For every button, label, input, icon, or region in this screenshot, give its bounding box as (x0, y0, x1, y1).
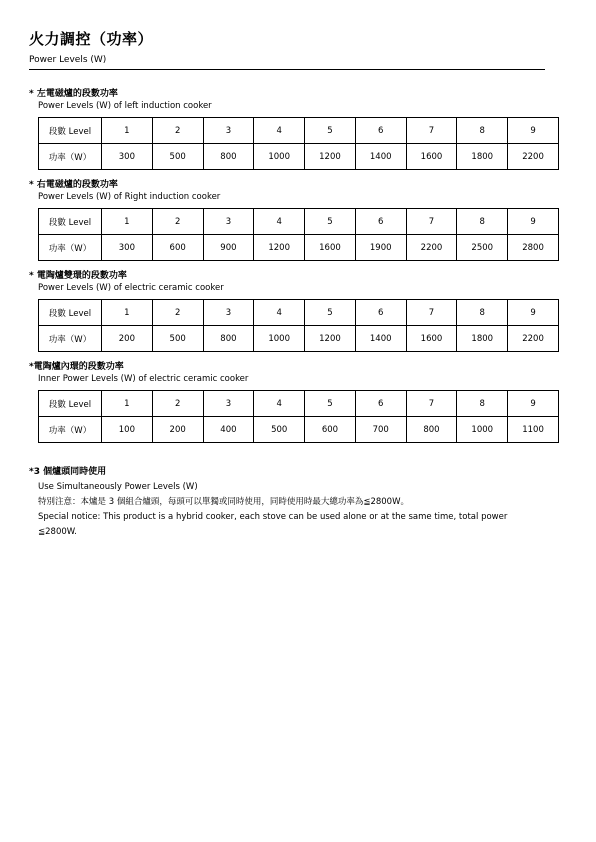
power-cell: 1400 (355, 326, 406, 352)
power-cell: 1000 (254, 326, 305, 352)
power-cell: 1000 (254, 144, 305, 170)
note-chinese-text: 特別注意：本爐是 3 個組合爐頭，每頭可以單獨或同時使用，同時使用時最大總功率為≦2800W。 (38, 497, 409, 507)
level-cell: 9 (508, 209, 559, 235)
power-cell: 700 (355, 417, 406, 443)
level-cell: 7 (406, 300, 457, 326)
level-cell: 4 (254, 300, 305, 326)
power-cell: 500 (254, 417, 305, 443)
level-row (39, 209, 559, 235)
level-row (39, 391, 559, 417)
power-cell: 900 (203, 235, 254, 261)
power-header-cell: 功率（W） (39, 326, 102, 352)
power-cell: 300 (102, 235, 153, 261)
level-cell: 2 (152, 300, 203, 326)
page-subtitle: Power Levels (W) (29, 55, 107, 65)
level-cell: 7 (406, 391, 457, 417)
level-cell: 6 (355, 300, 406, 326)
section-left-induction (29, 88, 559, 170)
power-cell: 2200 (508, 326, 559, 352)
power-cell: 1600 (406, 144, 457, 170)
section-heading: * 左電磁爐的段數功率 (29, 89, 118, 99)
level-cell: 4 (254, 118, 305, 144)
power-cell: 300 (102, 144, 153, 170)
level-row (39, 300, 559, 326)
level-cell: 8 (457, 118, 508, 144)
section-subheading: Inner Power Levels (W) of electric ceramic cooker (38, 374, 249, 384)
level-cell: 3 (203, 391, 254, 417)
section-heading: *電陶爐內環的段數功率 (29, 362, 124, 372)
power-cell: 1600 (406, 326, 457, 352)
level-cell: 4 (254, 209, 305, 235)
power-level-table (38, 208, 559, 261)
section-ceramic-inner-ring (29, 361, 559, 443)
power-cell: 500 (152, 144, 203, 170)
level-cell: 3 (203, 300, 254, 326)
power-cell: 200 (102, 326, 153, 352)
level-cell: 7 (406, 118, 457, 144)
note-english-text: Special notice: This product is a hybrid cooker, each stove can be used alone or at the same time, total power ≦2800W. (38, 512, 508, 537)
power-row (39, 235, 559, 261)
power-row (39, 144, 559, 170)
level-cell: 2 (152, 209, 203, 235)
power-cell: 600 (305, 417, 356, 443)
level-cell: 2 (152, 391, 203, 417)
power-cell: 1000 (457, 417, 508, 443)
power-cell: 800 (406, 417, 457, 443)
level-cell: 9 (508, 300, 559, 326)
section-heading: * 電陶爐雙環的段數功率 (29, 271, 127, 281)
level-cell: 9 (508, 118, 559, 144)
power-header-cell: 功率（W） (39, 235, 102, 261)
power-cell: 800 (203, 326, 254, 352)
level-header-cell: 段數 Level (39, 391, 102, 417)
power-cell: 2200 (508, 144, 559, 170)
page-title: 火力調控（功率） (29, 30, 154, 48)
power-cell: 1200 (254, 235, 305, 261)
power-cell: 1200 (305, 326, 356, 352)
level-cell: 6 (355, 391, 406, 417)
power-row (39, 326, 559, 352)
power-cell: 500 (152, 326, 203, 352)
section-right-induction (29, 179, 559, 261)
power-cell: 800 (203, 144, 254, 170)
section-heading: * 右電磁爐的段數功率 (29, 180, 118, 190)
power-cell: 1200 (305, 144, 356, 170)
section-subheading: Power Levels (W) of left induction cooker (38, 101, 212, 111)
level-cell: 8 (457, 209, 508, 235)
power-cell: 2500 (457, 235, 508, 261)
level-cell: 7 (406, 209, 457, 235)
level-cell: 2 (152, 118, 203, 144)
level-cell: 8 (457, 391, 508, 417)
level-cell: 4 (254, 391, 305, 417)
level-header-cell: 段數 Level (39, 300, 102, 326)
power-header-cell: 功率（W） (39, 144, 102, 170)
simultaneous-use-note (29, 465, 559, 540)
level-row (39, 118, 559, 144)
power-header-cell: 功率（W） (39, 417, 102, 443)
power-cell: 1400 (355, 144, 406, 170)
level-cell: 6 (355, 209, 406, 235)
level-cell: 9 (508, 391, 559, 417)
level-cell: 6 (355, 118, 406, 144)
note-subheading: Use Simultaneously Power Levels (W) (38, 482, 198, 492)
title-divider (29, 69, 545, 70)
power-cell: 2800 (508, 235, 559, 261)
power-cell: 400 (203, 417, 254, 443)
level-cell: 1 (102, 209, 153, 235)
level-cell: 1 (102, 300, 153, 326)
power-level-table (38, 390, 559, 443)
section-subheading: Power Levels (W) of electric ceramic cooker (38, 283, 224, 293)
section-ceramic-dual-ring (29, 270, 559, 352)
level-cell: 3 (203, 118, 254, 144)
level-cell: 5 (305, 209, 356, 235)
power-cell: 200 (152, 417, 203, 443)
level-header-cell: 段數 Level (39, 209, 102, 235)
power-level-table (38, 299, 559, 352)
power-cell: 2200 (406, 235, 457, 261)
power-cell: 100 (102, 417, 153, 443)
level-cell: 3 (203, 209, 254, 235)
level-cell: 8 (457, 300, 508, 326)
note-heading: *3 個爐頭同時使用 (29, 467, 107, 477)
power-level-table (38, 117, 559, 170)
section-subheading: Power Levels (W) of Right induction cooker (38, 192, 221, 202)
level-cell: 5 (305, 300, 356, 326)
level-cell: 1 (102, 391, 153, 417)
power-cell: 1600 (305, 235, 356, 261)
power-cell: 600 (152, 235, 203, 261)
power-cell: 1900 (355, 235, 406, 261)
power-row (39, 417, 559, 443)
power-cell: 1100 (508, 417, 559, 443)
level-cell: 5 (305, 118, 356, 144)
level-cell: 1 (102, 118, 153, 144)
power-cell: 1800 (457, 326, 508, 352)
power-cell: 1800 (457, 144, 508, 170)
level-cell: 5 (305, 391, 356, 417)
level-header-cell: 段數 Level (39, 118, 102, 144)
